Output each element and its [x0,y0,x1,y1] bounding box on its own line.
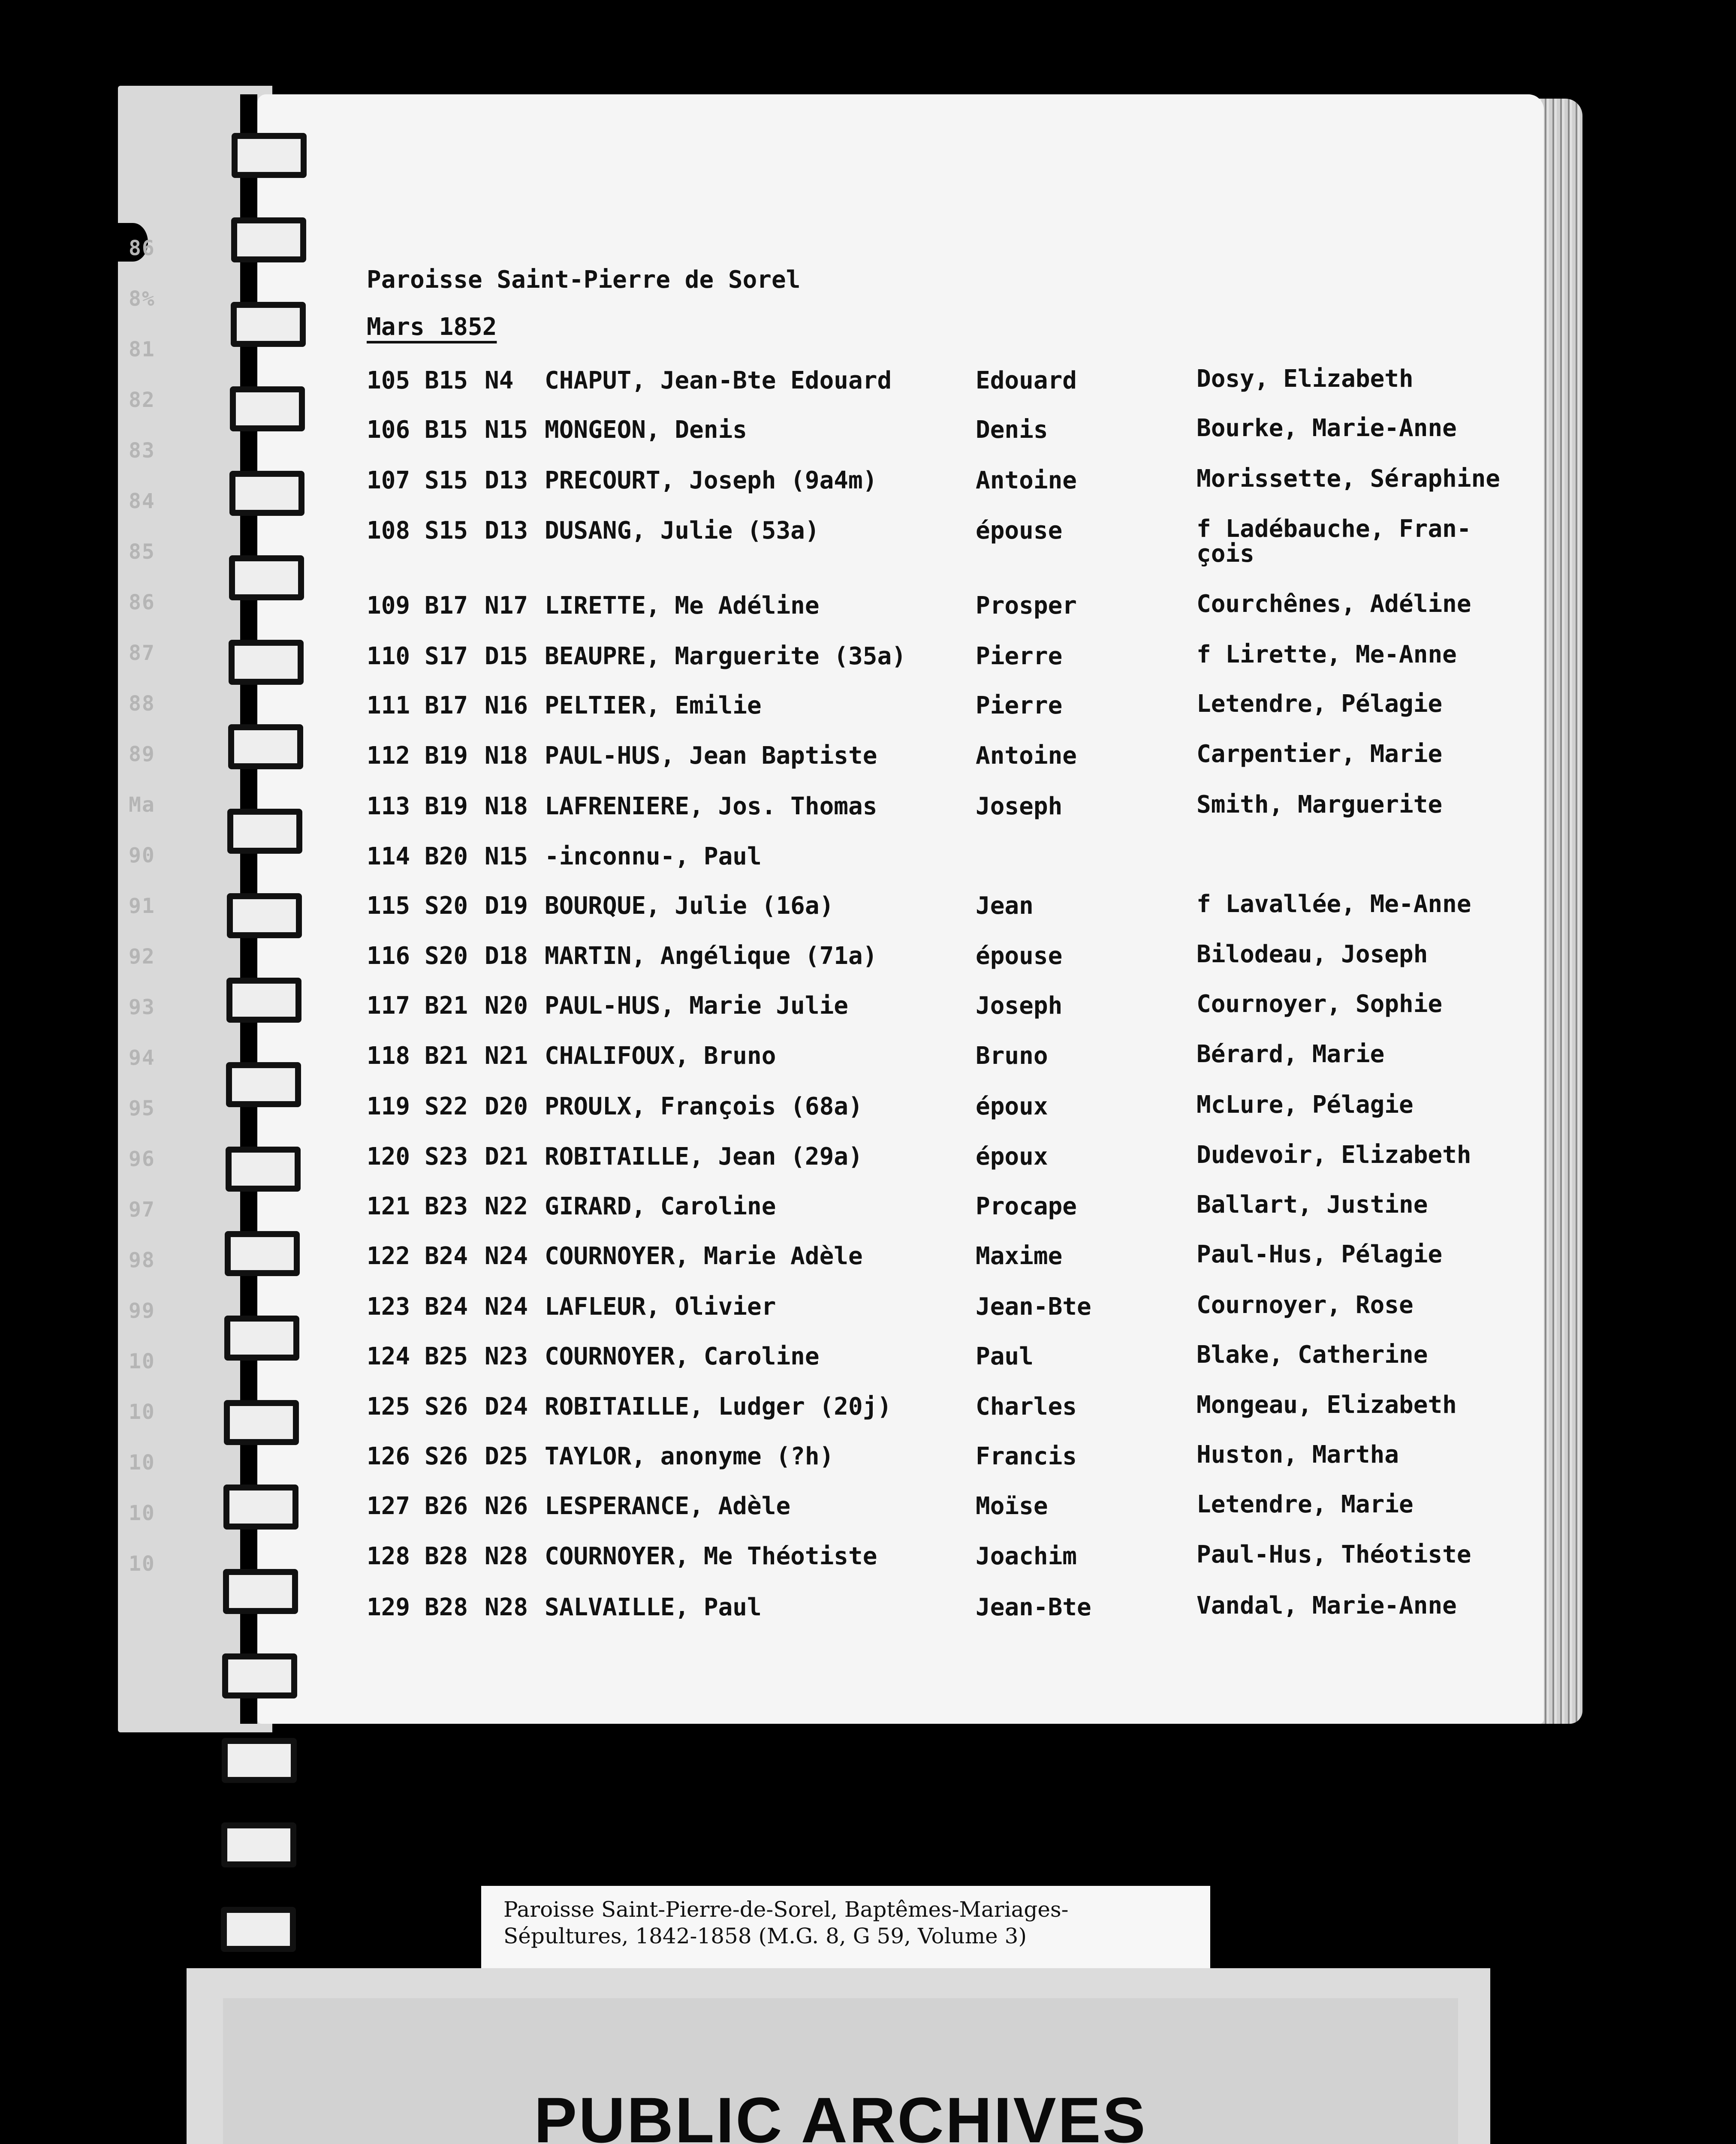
record-ref-code: N20 [485,992,528,1020]
record-number: 122 [367,1242,410,1270]
record-mother: Smith, Marguerite [1197,791,1443,819]
record-ref-code: N15 [485,843,528,870]
record-name: MARTIN, Angélique (71a) [545,942,877,970]
spiral-ring [228,724,303,769]
record-name: LESPERANCE, Adèle [545,1492,791,1520]
underlying-page-number: 10 [129,1349,155,1373]
underlying-page-numbers [129,223,197,1638]
spiral-ring [225,1231,300,1276]
record-father: Francis [976,1442,1077,1470]
record-name: CHALIFOUX, Bruno [545,1042,776,1070]
record-mother: Bérard, Marie [1197,1040,1385,1068]
record-number: 121 [367,1192,410,1220]
spiral-ring [229,471,304,516]
record-act-code: B19 [425,792,468,820]
record-mother: Letendre, Marie [1197,1491,1414,1518]
spiral-ring [226,978,301,1023]
record-act-code: B17 [425,592,468,620]
record-mother: Bilodeau, Joseph [1197,940,1428,968]
record-father: Procape [976,1192,1077,1220]
record-father: Moïse [976,1492,1048,1520]
record-act-code: S20 [425,892,468,920]
underlying-page-number: 84 [129,489,155,513]
record-father: époux [976,1093,1048,1120]
underlying-page-number: 98 [129,1248,155,1272]
record-mother: Dosy, Elizabeth [1197,365,1414,393]
record-number: 119 [367,1093,410,1120]
record-number: 106 [367,416,410,444]
record-ref-code: D18 [485,942,528,970]
record-ref-code: N18 [485,792,528,820]
record-mother: Paul-Hus, Théotiste [1197,1541,1471,1569]
record-father: Joseph [976,792,1063,820]
underlying-page-number: 8% [129,287,155,311]
record-number: 117 [367,992,410,1020]
record-act-code: S15 [425,467,468,494]
spiral-ring [221,1822,296,1867]
spiral-ring [231,302,306,347]
record-ref-code: D25 [485,1442,528,1470]
underlying-page-number: 90 [129,843,155,867]
record-act-code: S20 [425,942,468,970]
record-act-code: S23 [425,1143,468,1171]
record-act-code: S17 [425,642,468,670]
record-name: LAFLEUR, Olivier [545,1293,776,1321]
record-act-code: B25 [425,1343,468,1370]
underlying-page-number: 10 [129,1400,155,1424]
record-father: Charles [976,1393,1077,1421]
record-name: CHAPUT, Jean-Bte Edouard [545,367,892,394]
record-act-code: B23 [425,1192,468,1220]
underlying-page-number: 92 [129,945,155,969]
record-ref-code: N21 [485,1042,528,1070]
underlying-page-number: 85 [129,540,155,564]
record-mother: Carpentier, Marie [1197,740,1443,768]
record-name: PROULX, François (68a) [545,1093,863,1120]
archive-plate-line-1: PUBLIC ARCHIVES [534,2084,1147,2144]
underlying-page-number: 81 [129,337,155,361]
record-father: Pierre [976,642,1063,670]
underlying-page-number: 10 [129,1501,155,1525]
record-act-code: S22 [425,1093,468,1120]
spiral-ring [224,1400,299,1445]
record-name: LAFRENIERE, Jos. Thomas [545,792,877,820]
record-act-code: B15 [425,416,468,444]
record-name: -inconnu-, Paul [545,843,762,870]
underlying-page-number: 89 [129,742,155,766]
record-number: 128 [367,1542,410,1570]
record-name: ROBITAILLE, Ludger (20j) [545,1393,892,1421]
spiral-ring [231,217,306,262]
record-father: Joseph [976,992,1063,1020]
underlying-page-number: 91 [129,894,155,918]
month-heading: Mars 1852 [367,313,497,341]
record-ref-code: N24 [485,1293,528,1321]
record-mother: Blake, Catherine [1197,1341,1428,1369]
record-number: 109 [367,592,410,620]
underlying-page-number: Ma [129,793,155,817]
record-number: 129 [367,1593,410,1621]
record-mother: f Lirette, Me-Anne [1197,641,1457,668]
record-ref-code: D19 [485,892,528,920]
record-act-code: S15 [425,517,468,545]
record-father: Denis [976,416,1048,444]
record-father: Edouard [976,367,1077,394]
record-mother: Mongeau, Elizabeth [1197,1391,1457,1419]
spiral-ring [232,133,307,178]
record-number: 126 [367,1442,410,1470]
record-name: MONGEON, Denis [545,416,747,444]
spiral-ring [227,893,302,938]
record-ref-code: N15 [485,416,528,444]
record-name: PRECOURT, Joseph (9a4m) [545,467,877,494]
record-number: 105 [367,367,410,394]
underlying-page-number: 86 [129,236,155,260]
record-number: 110 [367,642,410,670]
archive-plate [187,1968,1490,2144]
record-father: épouse [976,942,1063,970]
record-act-code: B28 [425,1593,468,1621]
underlying-page-number: 96 [129,1147,155,1171]
parish-title: Paroisse Saint-Pierre de Sorel [367,266,801,294]
record-number: 120 [367,1143,410,1171]
record-father: Jean [976,892,1034,920]
record-name: BOURQUE, Julie (16a) [545,892,834,920]
record-mother: Cournoyer, Sophie [1197,990,1443,1018]
record-name: SALVAILLE, Paul [545,1593,762,1621]
record-ref-code: N16 [485,692,528,720]
record-number: 116 [367,942,410,970]
record-father: épouse [976,517,1063,545]
record-mother: Ballart, Justine [1197,1191,1428,1219]
record-name: ROBITAILLE, Jean (29a) [545,1143,863,1171]
record-father: Bruno [976,1042,1048,1070]
record-father: Joachim [976,1542,1077,1570]
record-mother: Paul-Hus, Pélagie [1197,1241,1443,1268]
record-number: 118 [367,1042,410,1070]
record-number: 115 [367,892,410,920]
record-ref-code: N26 [485,1492,528,1520]
record-act-code: B28 [425,1542,468,1570]
record-mother: Huston, Martha [1197,1441,1399,1469]
record-ref-code: N28 [485,1593,528,1621]
record-ref-code: N22 [485,1192,528,1220]
record-ref-code: D13 [485,517,528,545]
record-father: Antoine [976,467,1077,494]
spiral-ring [226,1062,301,1107]
record-name: BEAUPRE, Marguerite (35a) [545,642,906,670]
record-ref-code: N28 [485,1542,528,1570]
record-ref-code: N4 [485,367,514,394]
record-name: DUSANG, Julie (53a) [545,517,820,545]
record-number: 125 [367,1393,410,1421]
record-mother: Cournoyer, Rose [1197,1291,1414,1319]
record-mother: f Ladébauche, Fran- çois [1197,515,1471,568]
spiral-ring [221,1907,296,1952]
record-ref-code: D21 [485,1143,528,1171]
record-number: 111 [367,692,410,720]
record-ref-code: D24 [485,1393,528,1421]
spiral-ring [229,555,304,600]
spiral-ring [226,1147,301,1192]
record-father: Jean-Bte [976,1293,1091,1321]
record-father: Prosper [976,592,1077,620]
underlying-page-number: 97 [129,1198,155,1222]
record-mother: McLure, Pélagie [1197,1091,1414,1119]
record-act-code: B24 [425,1242,468,1270]
spiral-ring [224,1316,299,1361]
record-act-code: B19 [425,742,468,770]
record-mother: Vandal, Marie-Anne [1197,1592,1457,1620]
record-mother: Morissette, Séraphine [1197,465,1501,493]
spiral-ring [223,1485,298,1530]
record-ref-code: N23 [485,1343,528,1370]
record-number: 123 [367,1293,410,1321]
underlying-page-number: 95 [129,1096,155,1120]
record-ref-code: D15 [485,642,528,670]
record-number: 124 [367,1343,410,1370]
record-act-code: B17 [425,692,468,720]
record-number: 114 [367,843,410,870]
record-number: 113 [367,792,410,820]
record-ref-code: N18 [485,742,528,770]
record-name: PELTIER, Emilie [545,692,762,720]
record-mother: Courchênes, Adéline [1197,590,1471,618]
record-act-code: B15 [425,367,468,394]
spiral-ring [230,386,305,431]
spiral-ring [222,1653,297,1698]
underlying-page-number: 82 [129,388,155,412]
record-name: COURNOYER, Caroline [545,1343,820,1370]
record-mother: Letendre, Pélagie [1197,690,1443,718]
record-ref-code: D13 [485,467,528,494]
microfilm-caption [481,1886,1210,1972]
record-name: TAYLOR, anonyme (?h) [545,1442,834,1470]
record-name: COURNOYER, Marie Adèle [545,1242,863,1270]
underlying-page-number: 86 [129,590,155,614]
spiral-ring [223,1569,298,1614]
record-father: Paul [976,1343,1034,1370]
record-name: COURNOYER, Me Théotiste [545,1542,877,1570]
record-mother: Bourke, Marie-Anne [1197,414,1457,442]
record-name: GIRARD, Caroline [545,1192,776,1220]
record-number: 108 [367,517,410,545]
record-father: Pierre [976,692,1063,720]
record-number: 107 [367,467,410,494]
record-number: 112 [367,742,410,770]
underlying-page-number: 93 [129,995,155,1019]
spiral-ring [227,809,302,854]
record-name: PAUL-HUS, Marie Julie [545,992,849,1020]
record-number: 127 [367,1492,410,1520]
record-act-code: S26 [425,1393,468,1421]
record-act-code: B21 [425,1042,468,1070]
underlying-page-number: 83 [129,439,155,463]
caption-line-2: Sépultures, 1842-1858 (M.G. 8, G 59, Volume 3) [503,1924,1027,1948]
record-name: LIRETTE, Me Adéline [545,592,820,620]
record-act-code: B21 [425,992,468,1020]
record-mother: f Lavallée, Me-Anne [1197,890,1471,918]
record-mother: Dudevoir, Elizabeth [1197,1141,1471,1169]
record-ref-code: D20 [485,1093,528,1120]
record-father: Maxime [976,1242,1063,1270]
record-father: époux [976,1143,1048,1171]
underlying-page-number: 88 [129,692,155,716]
record-act-code: B26 [425,1492,468,1520]
record-ref-code: N17 [485,592,528,620]
record-father: Jean-Bte [976,1593,1091,1621]
underlying-page-number: 10 [129,1451,155,1475]
record-name: PAUL-HUS, Jean Baptiste [545,742,877,770]
record-act-code: S26 [425,1442,468,1470]
spiral-ring [222,1738,297,1783]
record-act-code: B20 [425,843,468,870]
caption-line-1: Paroisse Saint-Pierre-de-Sorel, Baptêmes-Mariages- [503,1897,1069,1922]
record-ref-code: N24 [485,1242,528,1270]
archive-plate-inner [223,1998,1458,2144]
underlying-page-number: 99 [129,1299,155,1323]
underlying-page-number: 10 [129,1552,155,1576]
record-father: Antoine [976,742,1077,770]
underlying-page-number: 94 [129,1046,155,1070]
spiral-ring [229,640,304,685]
underlying-page-number: 87 [129,641,155,665]
record-act-code: B24 [425,1293,468,1321]
